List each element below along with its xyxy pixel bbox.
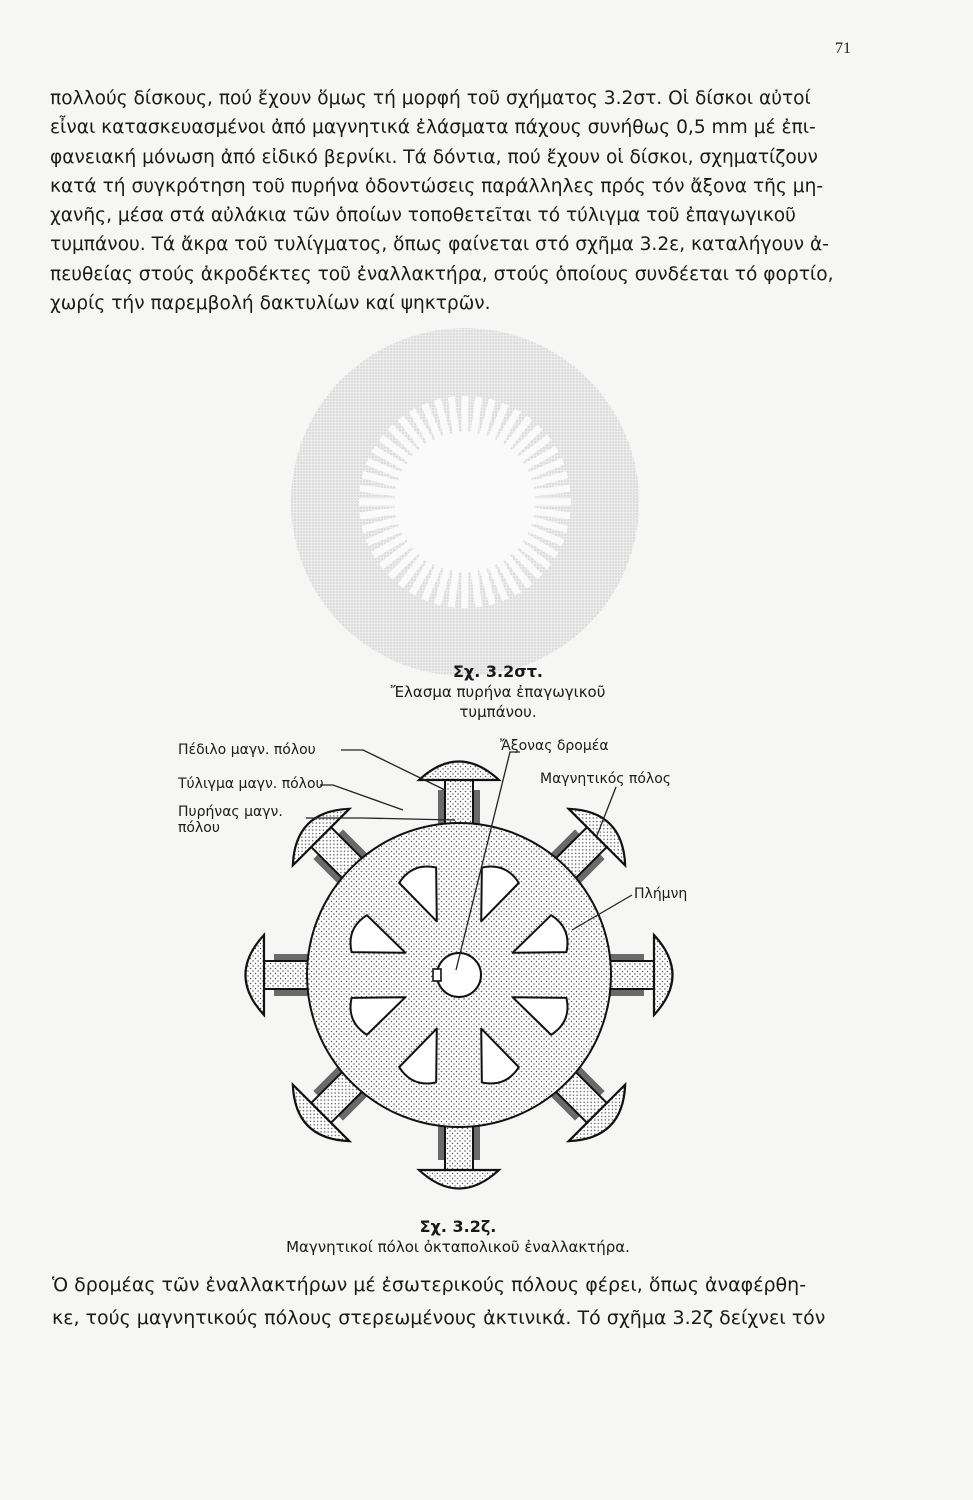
figure-number: Σχ. 3.2ζ. [419, 1217, 497, 1236]
label-pole-core-1: Πυρήνας μαγν. [178, 804, 283, 820]
paragraph-bottom [52, 1269, 872, 1335]
text-line: τυμπάνου. Τά ἄκρα τοῦ τυλίγματος, ὅπως φαίνεται στό σχῆμα 3.2ε, καταλήγουν ἀ- [50, 234, 829, 256]
label-shaft: Ἄξονας δρομέα [500, 738, 609, 754]
label-hub: Πλήμνη [634, 886, 688, 902]
figure-caption-text: Ἔλασμα πυρήνα ἐπαγωγικοῦ τυμπάνου. [390, 683, 606, 721]
figure-number: Σχ. 3.2στ. [453, 662, 543, 681]
figure-caption-rotor [268, 1217, 648, 1257]
stator-lamination-figure [291, 328, 639, 676]
stator-slot [359, 499, 397, 506]
label-pole-core-2: πόλου [178, 820, 220, 836]
text-line: πευθείας στούς ἀκροδέκτες τοῦ ἐναλλακτήρα, στούς ὁποίους συνδέεται τό φορτίο, [50, 263, 834, 285]
label-pole-shoe: Πέδιλο μαγν. πόλου [178, 742, 316, 758]
text-line: χωρίς τήν παρεμβολή δακτυλίων καί ψηκτρῶν. [50, 293, 491, 315]
text-line: εἶναι κατασκευασμένοι ἀπό μαγνητικά ἐλάσματα πάχους συνήθως 0,5 mm μέ ἐπι- [50, 117, 816, 139]
label-magnetic-pole: Μαγνητικός πόλος [540, 771, 671, 787]
text-line: κατά τή συγκρότηση τοῦ πυρήνα ὀδοντώσεις παράλληλες πρός τόν ἄξονα τῆς μη- [50, 175, 824, 197]
label-pole-winding: Τύλιγμα μαγν. πόλου [178, 776, 324, 792]
text-line: κε, τούς μαγνητικούς πόλους στερεωμένους ἀκτινικά. Τό σχῆμα 3.2ζ δείχνει τόν [52, 1307, 826, 1329]
rotor-figure [246, 750, 673, 1189]
text-line: Ὁ δρομέας τῶν ἐναλλακτήρων μέ ἐσωτερικούς πόλους φέρει, ὅπως ἀναφέρθη- [52, 1274, 807, 1296]
figure-caption-text: Μαγνητικοί πόλοι ὀκταπολικοῦ ἐναλλακτήρα. [286, 1238, 630, 1256]
page-number: 71 [835, 40, 851, 57]
text-line: χανῆς, μέσα στά αὐλάκια τῶν ὁποίων τοποθετεῖται τό τύλιγμα τοῦ ἐπαγωγικοῦ [50, 205, 796, 227]
stator-slot [462, 396, 469, 434]
text-line: φανειακή μόνωση ἀπό εἰδικό βερνίκι. Τά δόντια, πού ἔχουν οἱ δίσκοι, σχηματίζουν [50, 146, 818, 168]
figure-caption-stator [368, 662, 628, 722]
stator-slot [462, 570, 469, 608]
stator-slot [533, 499, 571, 506]
text-line: πολλούς δίσκους, πού ἔχουν ὅμως τή μορφή τοῦ σχήματος 3.2στ. Οἱ δίσκοι αὐτοί [50, 88, 811, 109]
